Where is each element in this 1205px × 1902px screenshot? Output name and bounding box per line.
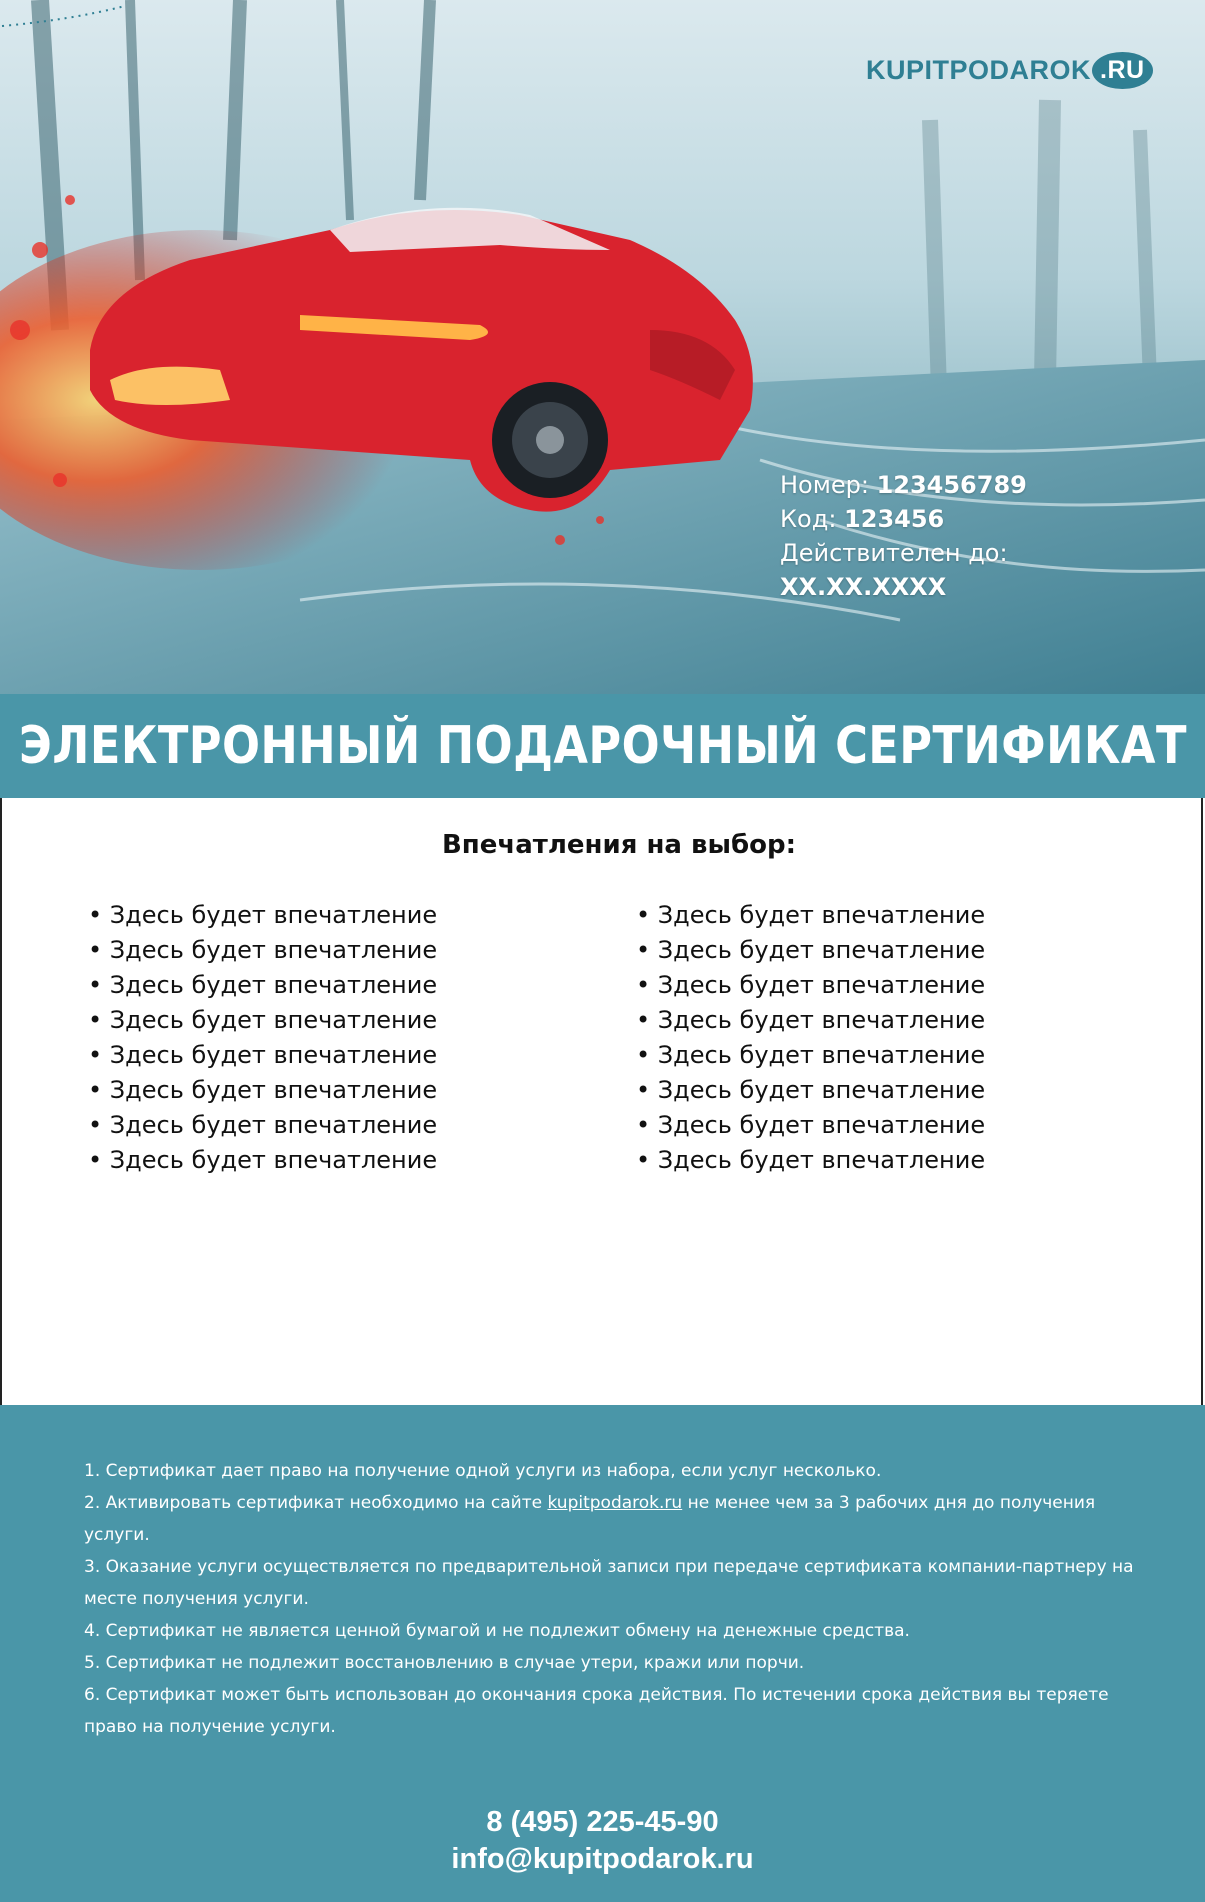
list-item: • Здесь будет впечатление <box>88 898 437 933</box>
title-banner <box>0 694 1205 798</box>
list-item: • Здесь будет впечатление <box>636 933 985 968</box>
list-item: • Здесь будет впечатление <box>88 1073 437 1108</box>
code-line <box>780 502 1027 536</box>
list-item: • Здесь будет впечатление <box>636 968 985 1003</box>
term-3: 3. Оказание услуги осуществляется по предварительной записи при передаче сертификата компании-партнеру на месте получения услуги. <box>84 1557 1134 1609</box>
certificate-info <box>780 468 1027 604</box>
list-item: • Здесь будет впечатление <box>636 898 985 933</box>
term-6: 6. Сертификат может быть использован до окончания срока действия. По истечении срока действия вы теряете право на получение услуги. <box>84 1685 1109 1737</box>
term-4: 4. Сертификат не является ценной бумагой и не подлежит обмену на денежные средства. <box>84 1621 910 1641</box>
term-2-text-end: не менее чем за 3 рабочих дня до получения услуги. <box>84 1493 1096 1545</box>
term-2 <box>84 1487 1164 1551</box>
code-label: Код: <box>780 505 837 533</box>
valid-value: XX.XX.XXXX <box>780 573 947 601</box>
list-item: • Здесь будет впечатление <box>88 1143 437 1178</box>
logo-dotted-swoosh-icon <box>0 0 150 30</box>
term-1: 1. Сертификат дает право на получение одной услуги из набора, если услуг несколько. <box>84 1461 882 1481</box>
impressions-title: Впечатления на выбор: <box>441 830 797 860</box>
hero-image <box>0 0 1205 694</box>
list-item: • Здесь будет впечатление <box>636 1003 985 1038</box>
number-label: Номер: <box>780 471 869 499</box>
list-item: • Здесь будет впечатление <box>88 968 437 1003</box>
list-item: • Здесь будет впечатление <box>636 1073 985 1108</box>
impressions-list-left <box>88 898 437 1178</box>
site-link[interactable]: kupitpodarok.ru <box>547 1493 683 1513</box>
number-line <box>780 468 1027 502</box>
certificate-title: ЭЛЕКТРОННЫЙ ПОДАРОЧНЫЙ СЕРТИФИКАТ <box>18 716 1187 776</box>
impressions-section <box>0 798 1203 1405</box>
brand-logo <box>866 52 1153 89</box>
list-item: • Здесь будет впечатление <box>636 1143 985 1178</box>
footer <box>0 1405 1205 1902</box>
list-item: • Здесь будет впечатление <box>88 1038 437 1073</box>
list-item: • Здесь будет впечатление <box>636 1038 985 1073</box>
contact-email: info@kupitpodarok.ru <box>451 1843 754 1875</box>
code-value: 123456 <box>844 505 945 533</box>
term-2-text-start: 2. Активировать сертификат необходимо на сайте <box>84 1493 548 1513</box>
list-item: • Здесь будет впечатление <box>88 1108 437 1143</box>
logo-suffix: .RU <box>1092 52 1153 89</box>
impressions-list-right <box>636 898 985 1178</box>
list-item: • Здесь будет впечатление <box>88 1003 437 1038</box>
logo-text: KUPITPODAROK <box>866 55 1092 85</box>
term-5: 5. Сертификат не подлежит восстановлению в случае утери, кражи или порчи. <box>84 1653 805 1673</box>
terms-list <box>84 1455 1164 1743</box>
list-item: • Здесь будет впечатление <box>88 933 437 968</box>
list-item: • Здесь будет впечатление <box>636 1108 985 1143</box>
valid-label: Действителен до: <box>780 539 1008 567</box>
number-value: 123456789 <box>876 471 1027 499</box>
contact-phone: 8 (495) 225-45-90 <box>486 1806 719 1838</box>
